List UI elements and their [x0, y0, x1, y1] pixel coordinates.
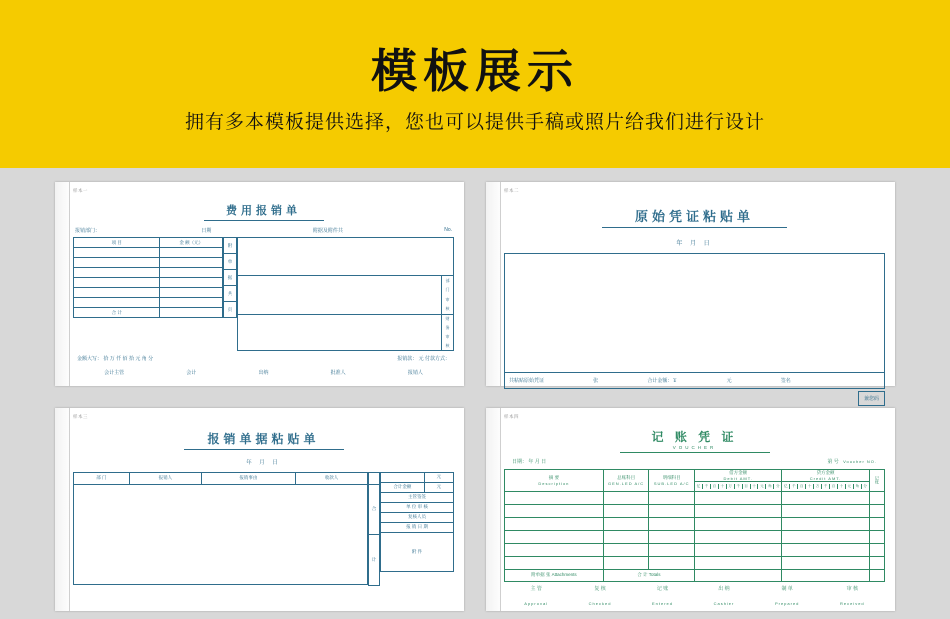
- template-card-accounting-voucher[interactable]: [486, 408, 895, 612]
- card1-side-1: 单: [224, 254, 237, 270]
- template-card-expense-claim[interactable]: [55, 182, 464, 386]
- card4-no-label: 第 号: [827, 458, 839, 465]
- card4-sign-2: 记 账: [656, 585, 669, 592]
- table-row: [381, 472, 454, 482]
- card1-dept-label: 报销部门：: [75, 228, 101, 234]
- card4-du-1: 千: [703, 484, 711, 489]
- sample-code: 样本三: [73, 413, 88, 419]
- card3-main-table: [73, 472, 368, 585]
- card1-payment: 报销款： 元 付款方式：: [397, 356, 450, 362]
- card4-sign-en-4: Prepared: [774, 600, 800, 606]
- table-row-total: [505, 569, 885, 581]
- table-row: [381, 522, 454, 532]
- table-row: [74, 258, 223, 268]
- card3-r1-val: 元: [424, 482, 453, 492]
- card4-cu-10: 分: [863, 483, 868, 488]
- table-row: [505, 491, 885, 504]
- card4-du-0: 亿: [695, 484, 703, 489]
- card3-paste-area: [74, 484, 368, 584]
- card1-dept-check-1: 门: [445, 287, 450, 293]
- card1-dept-check-0: 部: [445, 277, 450, 283]
- template-gallery: [0, 168, 950, 619]
- card1-signature-row: [73, 369, 454, 376]
- table-row-total: [74, 308, 223, 318]
- card1-side-strip: [223, 237, 237, 318]
- template-card-voucher-paste[interactable]: [486, 182, 895, 402]
- card1-items-table: [73, 237, 223, 318]
- header-banner: [0, 0, 950, 168]
- card3-r0-val: 元: [424, 472, 453, 482]
- card1-fin-check-2: 审: [445, 333, 450, 339]
- card2-yuan-label: 元: [726, 378, 732, 384]
- card4-du-8: 元: [758, 484, 766, 489]
- card2-unit-label: 张: [593, 378, 599, 384]
- sample-code: 样本一: [73, 188, 88, 193]
- card1-total-label: 合 计: [74, 308, 160, 318]
- binding-spine: [55, 182, 70, 386]
- card4-col-gen-en: GEN.LED A/C: [608, 480, 645, 486]
- card1-dept-check-3: 核: [445, 306, 450, 312]
- table-row: [505, 517, 885, 530]
- card4-signature-row: [504, 585, 885, 610]
- card1-sign-4: 报销人: [407, 370, 423, 376]
- table-row: [505, 530, 885, 543]
- card4-date-line: 日期： 年 月 日: [512, 458, 547, 465]
- card3-r4-label: 复核人员: [381, 512, 454, 522]
- card2-stamp-box: 兼您码: [858, 391, 885, 406]
- table-row: [381, 482, 454, 492]
- card1-side-2: 据: [224, 270, 237, 286]
- card1-col-item: 项 目: [74, 238, 160, 248]
- card3-title: 报销单据粘贴单: [207, 431, 320, 446]
- binding-spine: [486, 182, 501, 386]
- card4-cu-0: 亿: [782, 484, 790, 489]
- card1-col-amount: 金 额（元）: [160, 238, 223, 248]
- card4-debit-units: [695, 484, 781, 489]
- card4-du-3: 十: [719, 484, 727, 489]
- card4-col-posted: 记账: [874, 475, 880, 484]
- template-card-receipt-paste[interactable]: [55, 408, 464, 612]
- card3-r1-label: 合计金额: [381, 482, 425, 492]
- card3-r5-label: 报 销 日 期: [381, 522, 454, 532]
- page-subtitle: 拥有多本模板提供选择，您也可以提供手稿或照片给我们进行设计: [184, 111, 765, 133]
- table-row: [74, 288, 223, 298]
- card1-fin-check-0: 财: [445, 316, 450, 322]
- card4-cu-5: 千: [822, 484, 830, 489]
- card4-cu-8: 元: [846, 484, 854, 489]
- card3-side-1: 计: [369, 534, 380, 585]
- card4-cu-9: 角: [854, 484, 862, 489]
- card1-amount-line: [73, 355, 454, 362]
- card4-sign-en-2: Entered: [652, 600, 674, 606]
- card4-voucher-table: [504, 469, 885, 582]
- table-row: [74, 268, 223, 278]
- card3-date-line: 年 月 日: [246, 459, 281, 466]
- table-row: [74, 298, 223, 308]
- card4-col-sub-en: SUB.LED A/C: [653, 480, 690, 486]
- table-row: [381, 492, 454, 502]
- card4-col-gen: 总账科目: [617, 474, 636, 480]
- sample-code: 样本四: [504, 413, 519, 419]
- binding-spine: [55, 408, 70, 612]
- card1-header-line: [75, 227, 452, 234]
- card1-side-0: 附: [224, 238, 237, 254]
- card3-head-2: 报销事由: [201, 472, 295, 484]
- card1-amount-words: 金额大写： 拾 万 仟 佰 拾 元 角 分: [77, 356, 154, 362]
- card4-cu-3: 十: [806, 484, 814, 489]
- card3-side-strip: [368, 472, 380, 586]
- table-row: [505, 504, 885, 517]
- card1-date-label: 日期: [201, 228, 212, 234]
- card2-total-label: 合计金额：￥: [647, 378, 678, 384]
- card1-sign-1: 会计: [186, 370, 197, 376]
- card4-credit-units: [782, 484, 868, 489]
- card4-foot-attach: 附单据 张 Attachments: [505, 569, 604, 581]
- card1-fin-check-1: 务: [445, 325, 450, 331]
- card4-cu-2: 百: [798, 484, 806, 489]
- card2-footer: [504, 373, 885, 389]
- card4-du-6: 百: [743, 484, 751, 489]
- card3-r0-label: [381, 472, 425, 482]
- card3-side-0: 合: [369, 484, 380, 534]
- card4-cu-1: 千: [790, 484, 798, 489]
- card4-col-desc-en: Description: [538, 480, 570, 486]
- page-title: 模板展示: [371, 44, 579, 97]
- card4-foot-total: 合 计 Totals: [603, 569, 694, 581]
- card3-head-3: 收款人: [296, 472, 368, 484]
- card4-sign-4: 制 单: [781, 585, 793, 592]
- card2-date-line: 年 月 日: [676, 241, 713, 247]
- table-row: [74, 278, 223, 288]
- card3-right-table: [380, 472, 454, 572]
- table-row: [381, 532, 454, 571]
- card4-col-credit: 贷方金额: [816, 469, 835, 475]
- card4-sign-3: 出 纳: [718, 585, 730, 592]
- card4-cu-6: 百: [830, 484, 838, 489]
- card1-sign-2: 出纳: [258, 370, 269, 376]
- card4-col-desc: 摘 要: [548, 474, 560, 480]
- card4-col-debit-en: Debit AMT.: [723, 475, 753, 481]
- card4-col-debit: 借方金额: [729, 469, 748, 475]
- card4-cu-7: 十: [838, 484, 846, 489]
- table-row: [381, 512, 454, 522]
- card4-sign-en-0: Approval: [524, 600, 549, 606]
- card1-fin-check-3: 核: [445, 342, 450, 348]
- card3-head-0: 部 门: [74, 472, 130, 484]
- card4-sign-en-1: Checked: [588, 600, 612, 606]
- table-row: [381, 502, 454, 512]
- table-row: [505, 556, 885, 569]
- card4-col-credit-en: Credit AMT.: [809, 475, 842, 481]
- card4-sign-1: 复 核: [594, 585, 606, 592]
- card4-col-sub: 明细科目: [662, 474, 681, 480]
- card3-r2-label: 主管签签: [381, 492, 454, 502]
- card1-title: 费用报销单: [226, 205, 301, 217]
- card4-sign-5: 审 核: [846, 585, 858, 592]
- card2-count-label: 共粘贴原始凭证: [509, 378, 545, 384]
- card1-side-3: 共: [224, 286, 237, 302]
- sample-code: 样本二: [504, 188, 519, 193]
- card1-sign-0: 会计主管: [104, 370, 125, 376]
- card3-r3-label: 单 位 审 核: [381, 502, 454, 512]
- card4-cu-4: 万: [814, 484, 822, 489]
- card1-side-4: 页: [224, 302, 237, 318]
- card4-no-en: Voucher NO.: [843, 458, 877, 464]
- card4-du-2: 百: [711, 484, 719, 489]
- card3-head-1: 报销人: [129, 472, 201, 484]
- card1-no-label: No.: [444, 227, 452, 233]
- card1-approval-block: [237, 237, 454, 351]
- card1-attach-label: 附据及附件共: [312, 228, 343, 234]
- table-row: [74, 248, 223, 258]
- card4-du-9: 角: [766, 484, 774, 489]
- card1-dept-check-2: 审: [445, 296, 450, 302]
- card1-sign-3: 批准人: [330, 370, 346, 376]
- card2-title: 原始凭证粘贴单: [634, 209, 754, 224]
- card2-sign-label: 签名: [780, 378, 791, 384]
- card4-sign-0: 主 管: [530, 585, 542, 592]
- card2-paste-area: [504, 253, 885, 373]
- table-row: [505, 543, 885, 556]
- card4-sign-en-3: Cashier: [713, 600, 735, 606]
- card4-du-10: 分: [776, 483, 780, 488]
- card4-du-7: 十: [751, 484, 759, 489]
- card4-sign-en-5: Received: [839, 600, 865, 606]
- card3-r6-label: 附 件: [381, 532, 454, 571]
- card4-du-4: 万: [727, 484, 735, 489]
- card4-du-5: 千: [735, 484, 743, 489]
- binding-spine: [486, 408, 501, 612]
- card4-title: 记 账 凭 证: [651, 429, 738, 444]
- card4-title-en: VOUCHER: [672, 444, 717, 450]
